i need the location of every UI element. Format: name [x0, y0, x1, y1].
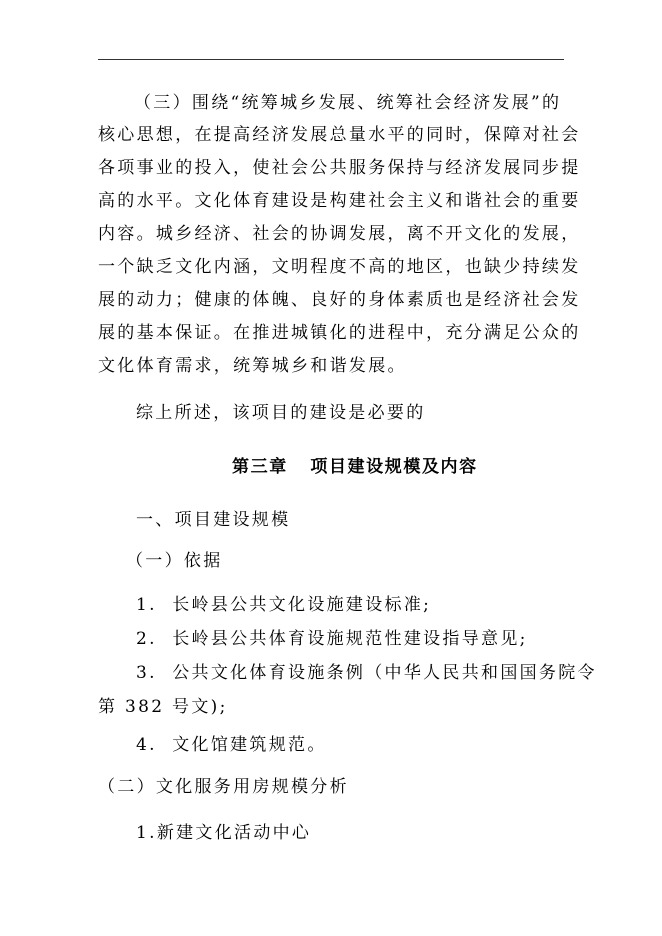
paragraph-line: 内容。城乡经济、社会的协调发展，离不开文化的发展， [98, 224, 581, 244]
paragraph-line: 展的动力；健康的体魄、良好的身体素质也是经济社会发 [98, 290, 581, 310]
list-item: 2. 长岭县公共体育设施规范性建设指导意见; [136, 629, 528, 649]
subsection-heading: （一）依据 [126, 551, 223, 571]
list-item-continuation: 第 382 号文); [98, 697, 228, 717]
paragraph-line: 一个缺乏文化内涵，文明程度不高的地区，也缺少持续发 [98, 257, 581, 277]
paragraph-line: 各项事业的投入，使社会公共服务保持与经济发展同步提 [98, 158, 581, 178]
section-heading: 一、项目建设规模 [136, 510, 291, 530]
paragraph-line: （三）围绕“统筹城乡发展、统筹社会经济发展”的 [134, 93, 562, 113]
paragraph-line: 文化体育需求，统筹城乡和谐发展。 [98, 356, 407, 376]
paragraph-line: 核心思想，在提高经济发展总量水平的同时，保障对社会 [98, 125, 581, 145]
chapter-title: 第三章 项目建设规模及内容 [232, 457, 478, 477]
paragraph-line: 高的水平。文化体育建设是构建社会主义和谐社会的重要 [98, 191, 581, 211]
list-item: 3. 公共文化体育设施条例（中华人民共和国国务院令 [136, 663, 597, 683]
conclusion-text: 综上所述，该项目的建设是必要的 [136, 403, 426, 423]
subsection-heading: （二）文化服务用房规模分析 [98, 777, 349, 797]
item-heading: 1.新建文化活动中心 [136, 823, 312, 843]
paragraph-line: 展的基本保证。在推进城镇化的进程中，充分满足公众的 [98, 323, 581, 343]
header-rule [98, 59, 564, 60]
list-item: 4. 文化馆建筑规范。 [136, 735, 327, 755]
list-item: 1. 长岭县公共文化设施建设标准; [136, 595, 432, 615]
